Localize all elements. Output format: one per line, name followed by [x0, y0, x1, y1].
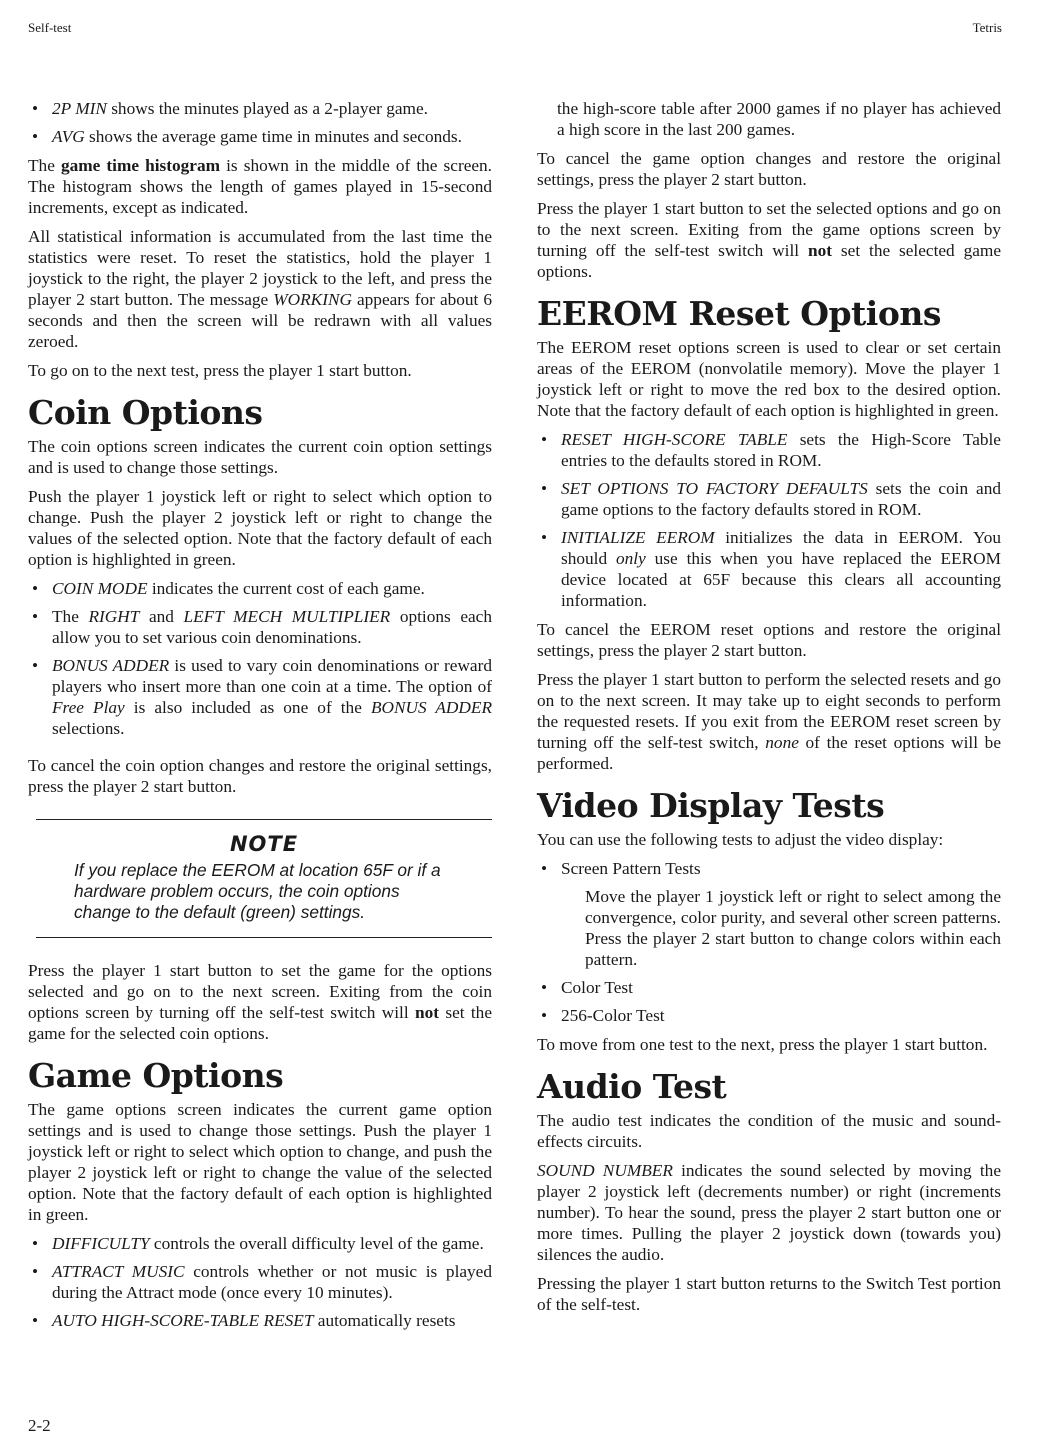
list-item: • AUTO HIGH-SCORE-TABLE RESET automatically resets — [28, 1310, 492, 1331]
list-item: • INITIALIZE EEROM initializes the data in EEROM. You should only use this when you have replaced the EEROM device located at 65F because this clears all accounting information. — [537, 527, 1001, 611]
paragraph: The game options screen indicates the current game option settings and is used to change those settings. Push the player 1 joystick left or right to select which option to change, and push the player 2 joystick left or right to change the value of the selected option. Note that the factory default of each option is highlighted in green. — [28, 1100, 492, 1224]
running-header-right: Tetris — [972, 20, 1002, 35]
paragraph: To cancel the coin option changes and restore the original settings, press the player 2 start button. — [28, 756, 492, 796]
list-item: • DIFFICULTY controls the overall difficulty level of the game. — [28, 1233, 492, 1254]
game-options-list — [28, 1233, 492, 1331]
audio-test-heading: Audio Test — [537, 1067, 727, 1106]
paragraph: To cancel the EEROM reset options and restore the original settings, press the player 2 start button. — [537, 620, 1001, 660]
paragraph: Pressing the player 1 start button returns to the Switch Test portion of the self-test. — [537, 1274, 1001, 1314]
paragraph: The game time histogram is shown in the middle of the screen. The histogram shows the length of games played in 15-second increments, except as indicated. — [28, 156, 492, 217]
list-item: • SET OPTIONS TO FACTORY DEFAULTS sets the coin and game options to the factory defaults stored in ROM. — [537, 478, 1001, 520]
paragraph: Press the player 1 start button to set the game for the options selected and go on to the next screen. Exiting from the coin options screen by turning off the self-test switch will not set the game for the selected coin options. — [28, 961, 492, 1043]
list-item: • Color Test — [537, 977, 1001, 998]
list-item: • The RIGHT and LEFT MECH MULTIPLIER options each allow you to set various coin denominations. — [28, 606, 492, 648]
coin-options-heading: Coin Options — [28, 393, 263, 432]
paragraph: the high-score table after 2000 games if no player has achieved a high score in the last 200 games. — [557, 99, 1001, 139]
list-item: • RESET HIGH-SCORE TABLE sets the High-Score Table entries to the defaults stored in ROM. — [537, 429, 1001, 471]
list-item: • ATTRACT MUSIC controls whether or not music is played during the Attract mode (once every 10 minutes). — [28, 1261, 492, 1303]
list-item: • 2P MIN shows the minutes played as a 2-player game. — [28, 98, 492, 119]
note-title: NOTE — [229, 832, 299, 856]
eerom-reset-options-heading: EEROM Reset Options — [537, 294, 941, 333]
paragraph: The EEROM reset options screen is used to clear or set certain areas of the EEROM (nonvolatile memory). Move the player 1 joystick left or right to move the red box to the desired option. Note that the factory default of each option is highlighted in green. — [537, 338, 1001, 420]
video-tests-list — [537, 858, 1001, 1026]
coin-options-list — [28, 578, 492, 739]
note-body: If you replace the EEROM at location 65F or if a hardware problem occurs, the coin options change to the default (green) settings. — [74, 860, 441, 922]
paragraph: All statistical information is accumulated from the last time the statistics were reset. To reset the statistics, hold the player 1 joystick to the right, the player 2 joystick to the left, and press the player 2 start button. The message WORKING appears for about 6 seconds and then the screen will be redrawn with all values zeroed. — [28, 227, 492, 351]
paragraph: Press the player 1 start button to perform the selected resets and go on to the next screen. It may take up to eight seconds to perform the requested resets. If you exit from the EEROM reset screen by turning off the self-test switch, none of the reset options will be performed. — [537, 670, 1001, 773]
game-options-heading: Game Options — [28, 1056, 284, 1095]
list-item-detail: Move the player 1 joystick left or right to select among the convergence, color purity, and several other screen patterns. Press the player 2 start button to change colors within each pattern. — [585, 887, 1001, 969]
paragraph: The coin options screen indicates the current coin option settings and is used to change those settings. — [28, 437, 492, 477]
stats-list — [28, 98, 492, 147]
eerom-options-list — [537, 429, 1001, 611]
list-item: • 256-Color Test — [537, 1005, 1001, 1026]
list-item: • AVG shows the average game time in minutes and seconds. — [28, 126, 492, 147]
paragraph: To move from one test to the next, press the player 1 start button. — [537, 1035, 988, 1054]
list-item: • Screen Pattern Tests — [537, 858, 1001, 879]
paragraph: Push the player 1 joystick left or right to select which option to change. Push the player 2 joystick left or right to change the values of the selected option. Note that the factory default of each option is highlighted in green. — [28, 487, 492, 569]
list-item: • COIN MODE indicates the current cost of each game. — [28, 578, 492, 599]
page-number: 2-2 — [28, 1416, 51, 1435]
paragraph: To cancel the game option changes and restore the original settings, press the player 2 start button. — [537, 149, 1001, 189]
note-box — [36, 819, 492, 938]
paragraph: You can use the following tests to adjust the video display: — [537, 830, 944, 849]
list-item: • BONUS ADDER is used to vary coin denominations or reward players who insert more than one coin at a time. The option of Free Play is also included as one of the BONUS ADDER selections. — [28, 655, 492, 739]
video-display-tests-heading: Video Display Tests — [537, 786, 885, 825]
paragraph: To go on to the next test, press the player 1 start button. — [28, 361, 412, 380]
left-column — [28, 98, 492, 1339]
paragraph: Press the player 1 start button to set the selected options and go on to the next screen. Exiting from the game options screen by turning off the self-test switch will not set the selected game options. — [537, 199, 1002, 281]
running-header-left: Self-test — [28, 20, 72, 35]
paragraph: The audio test indicates the condition of the music and sound-effects circuits. — [537, 1111, 1001, 1151]
paragraph: SOUND NUMBER indicates the sound selected by moving the player 2 joystick left (decrements number) or right (increments number). To hear the sound, press the player 2 start button one or more times. Pulling the player 2 joystick down (towards you) silences the audio. — [537, 1161, 1001, 1264]
right-column — [537, 98, 1001, 1323]
